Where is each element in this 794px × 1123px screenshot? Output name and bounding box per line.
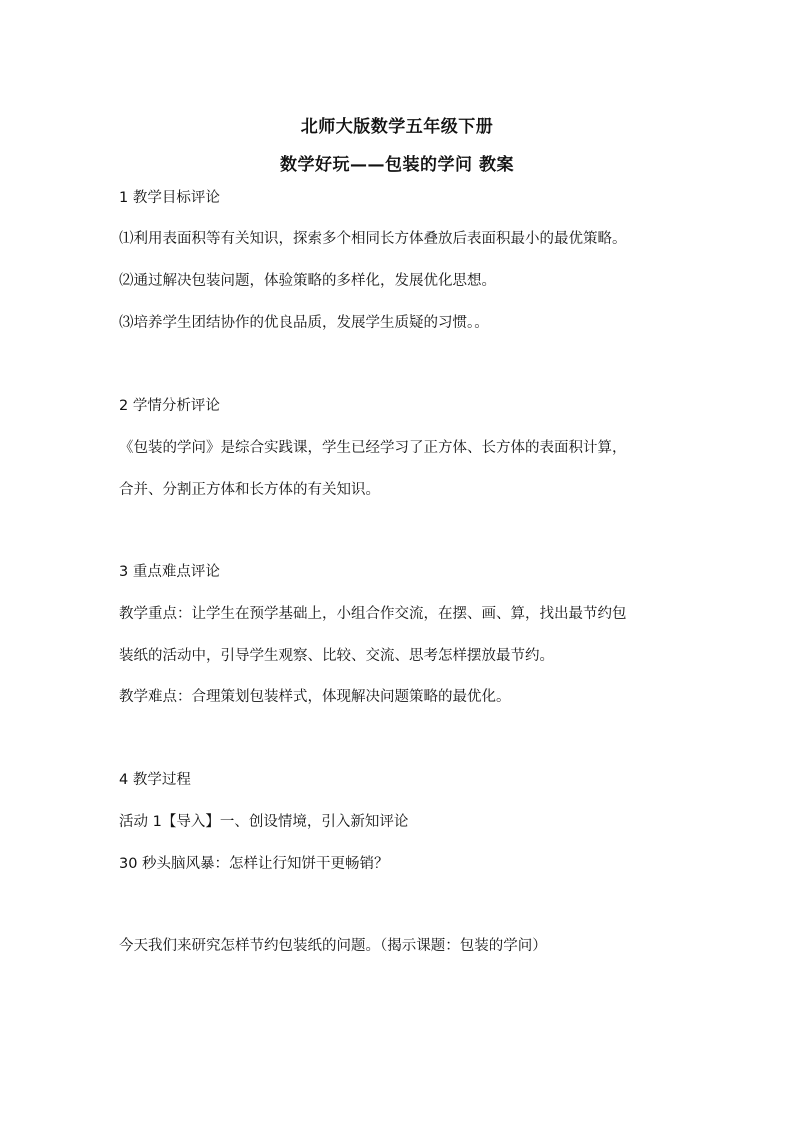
topic-intro-line: 今天我们来研究怎样节约包装纸的问题。（揭示课题：包装的学问） [119, 938, 547, 954]
analysis-line-2: 合并、分割正方体和长方体的有关知识。 [119, 482, 380, 498]
objective-line-3: ⑶培养学生团结协作的优良品质，发展学生质疑的习惯。。 [119, 315, 489, 331]
difficulty-line: 教学难点：合理策划包装样式，体现解决问题策略的最优化。 [119, 689, 511, 705]
section-heading-student-analysis: 2 学情分析评论 [119, 398, 220, 414]
section-heading-key-points: 3 重点难点评论 [119, 564, 220, 580]
key-point-line-2: 装纸的活动中，引导学生观察、比较、交流、思考怎样摆放最节约。 [119, 648, 554, 664]
activity-line: 活动 1【导入】一、创设情境，引入新知评论 [119, 814, 409, 830]
section-heading-process: 4 教学过程 [119, 772, 191, 788]
key-point-line-1: 教学重点：让学生在预学基础上，小组合作交流，在摆、画、算，找出最节约包 [119, 606, 627, 622]
objective-line-2: ⑵通过解决包装问题，体验策略的多样化，发展优化思想。 [119, 273, 496, 289]
brainstorm-line: 30 秒头脑风暴：怎样让行知饼干更畅销？ [119, 856, 389, 872]
document-title: 北师大版数学五年级下册 [300, 117, 494, 137]
section-heading-objectives: 1 教学目标评论 [119, 190, 220, 206]
analysis-line-1: 《包装的学问》是综合实践课，学生已经学习了正方体、长方体的表面积计算， [119, 440, 627, 456]
document-subtitle: 数学好玩——包装的学问 教案 [280, 155, 514, 175]
objective-line-1: ⑴利用表面积等有关知识，探索多个相同长方体叠放后表面积最小的最优策略。 [119, 231, 627, 247]
